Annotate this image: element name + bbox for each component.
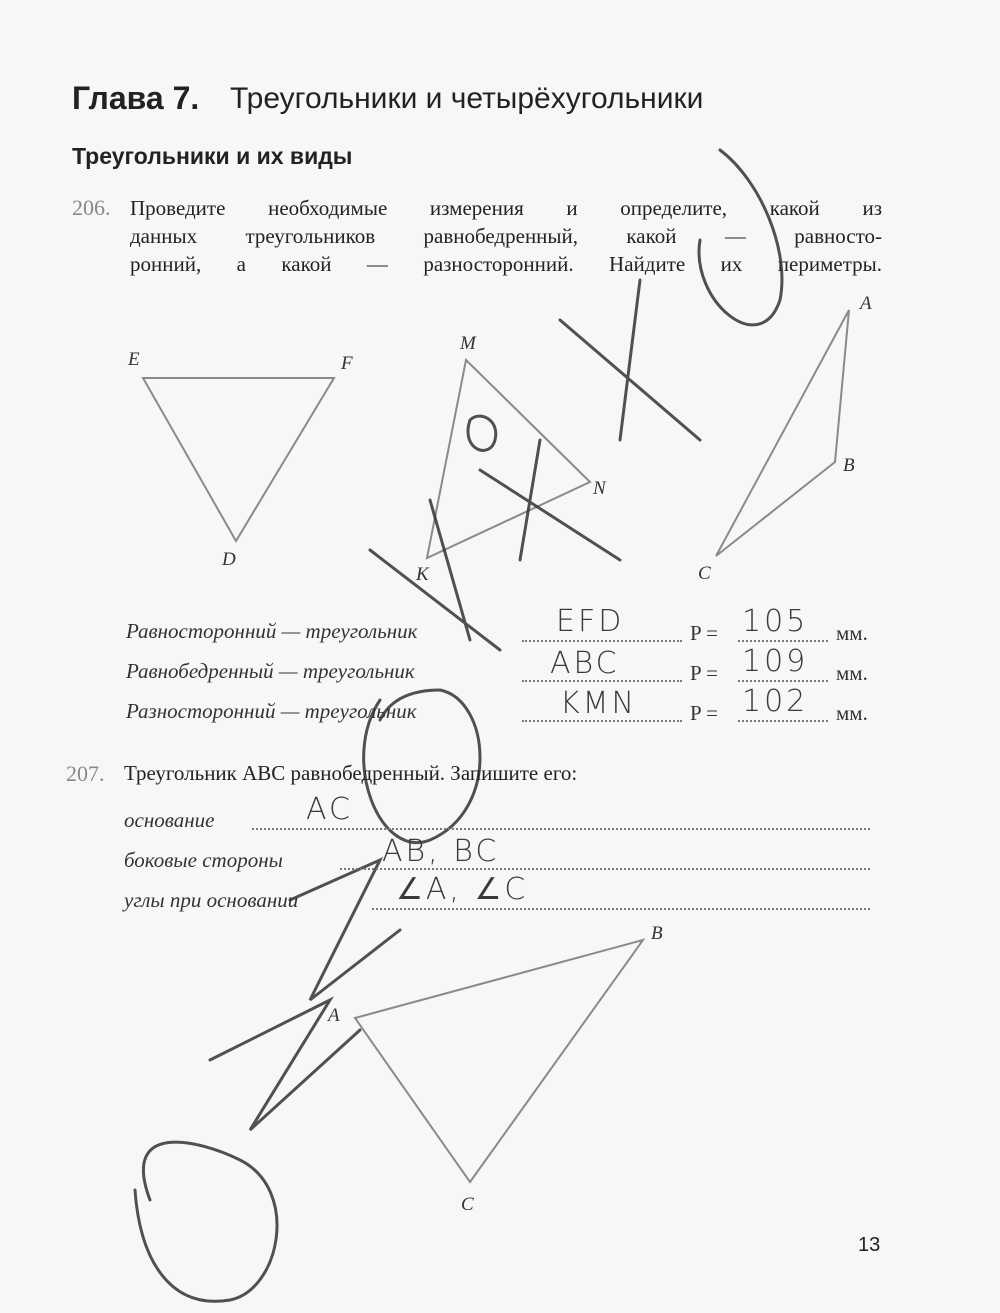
perimeter-handwritten: 105 <box>742 604 809 639</box>
vertex-label-c: C <box>698 563 711 584</box>
exercise-number-206: 206. <box>72 195 111 220</box>
page-number: 13 <box>858 1234 881 1256</box>
answer-dots <box>372 908 870 910</box>
perimeter-label: P = <box>690 661 718 685</box>
answer-dots <box>522 640 682 642</box>
exercise-206-line-1: Проведите необходимые измерения и определите, какой из <box>130 196 882 220</box>
exercise-207-text: Треугольник ABC равнобедренный. Запишите его: <box>124 761 578 785</box>
perimeter-handwritten: 102 <box>742 684 809 719</box>
perimeter-handwritten: 109 <box>742 644 809 679</box>
answer-handwritten: ABC <box>550 646 620 681</box>
perimeter-dots <box>738 720 828 722</box>
answer-dots <box>252 828 870 830</box>
unit-label: мм. <box>836 661 868 685</box>
vertex-label-m: M <box>460 333 476 354</box>
unit-label: мм. <box>836 621 868 645</box>
answer-handwritten: AC <box>306 792 353 827</box>
triangle-abc-206 <box>716 310 849 556</box>
unit-label: мм. <box>836 701 868 725</box>
triangle-efd <box>143 378 334 541</box>
vertex-label-f: F <box>341 353 353 374</box>
vertex-label-a: A <box>328 1005 340 1026</box>
triangle-abc-207 <box>355 940 643 1182</box>
vertex-label-b: B <box>843 455 855 476</box>
exercise-206-line-3: ронний, а какой — разносторонний. Найдите их периметры. <box>130 252 882 276</box>
chapter-title: Треугольники и четырёхугольники <box>230 82 704 115</box>
perimeter-label: P = <box>690 701 718 725</box>
vertex-label-b: B <box>651 923 663 944</box>
row-label: боковые стороны <box>124 848 283 872</box>
vertex-label-d: D <box>222 549 236 570</box>
row-label: Равнобедренный — треугольник <box>126 659 415 683</box>
vertex-label-k: K <box>416 564 429 585</box>
answer-handwritten: EFD <box>556 604 625 639</box>
row-label: углы при основании <box>124 888 299 912</box>
row-label: Равносторонний — треугольник <box>126 619 418 643</box>
vertex-label-n: N <box>593 478 606 499</box>
exercise-number-207: 207. <box>66 761 105 786</box>
answer-handwritten: KMN <box>560 686 637 721</box>
vertex-label-a: A <box>860 293 872 314</box>
perimeter-dots <box>738 680 828 682</box>
vertex-label-e: E <box>128 349 140 370</box>
answer-handwritten: ∠A, ∠C <box>396 872 529 907</box>
vertex-label-c: C <box>461 1194 474 1215</box>
exercise-206-line-2: данных треугольников равнобедренный, какой — равносто- <box>130 224 882 248</box>
row-label: Разносторонний — треугольник <box>126 699 417 723</box>
answer-handwritten: AB, BC <box>382 834 500 869</box>
row-label: основание <box>124 808 215 832</box>
pencil-scribble <box>135 150 782 1301</box>
chapter-label: Глава 7. <box>72 80 200 116</box>
section-title: Треугольники и их виды <box>72 143 353 169</box>
perimeter-label: P = <box>690 621 718 645</box>
perimeter-dots <box>738 640 828 642</box>
triangle-mnk <box>427 360 590 558</box>
